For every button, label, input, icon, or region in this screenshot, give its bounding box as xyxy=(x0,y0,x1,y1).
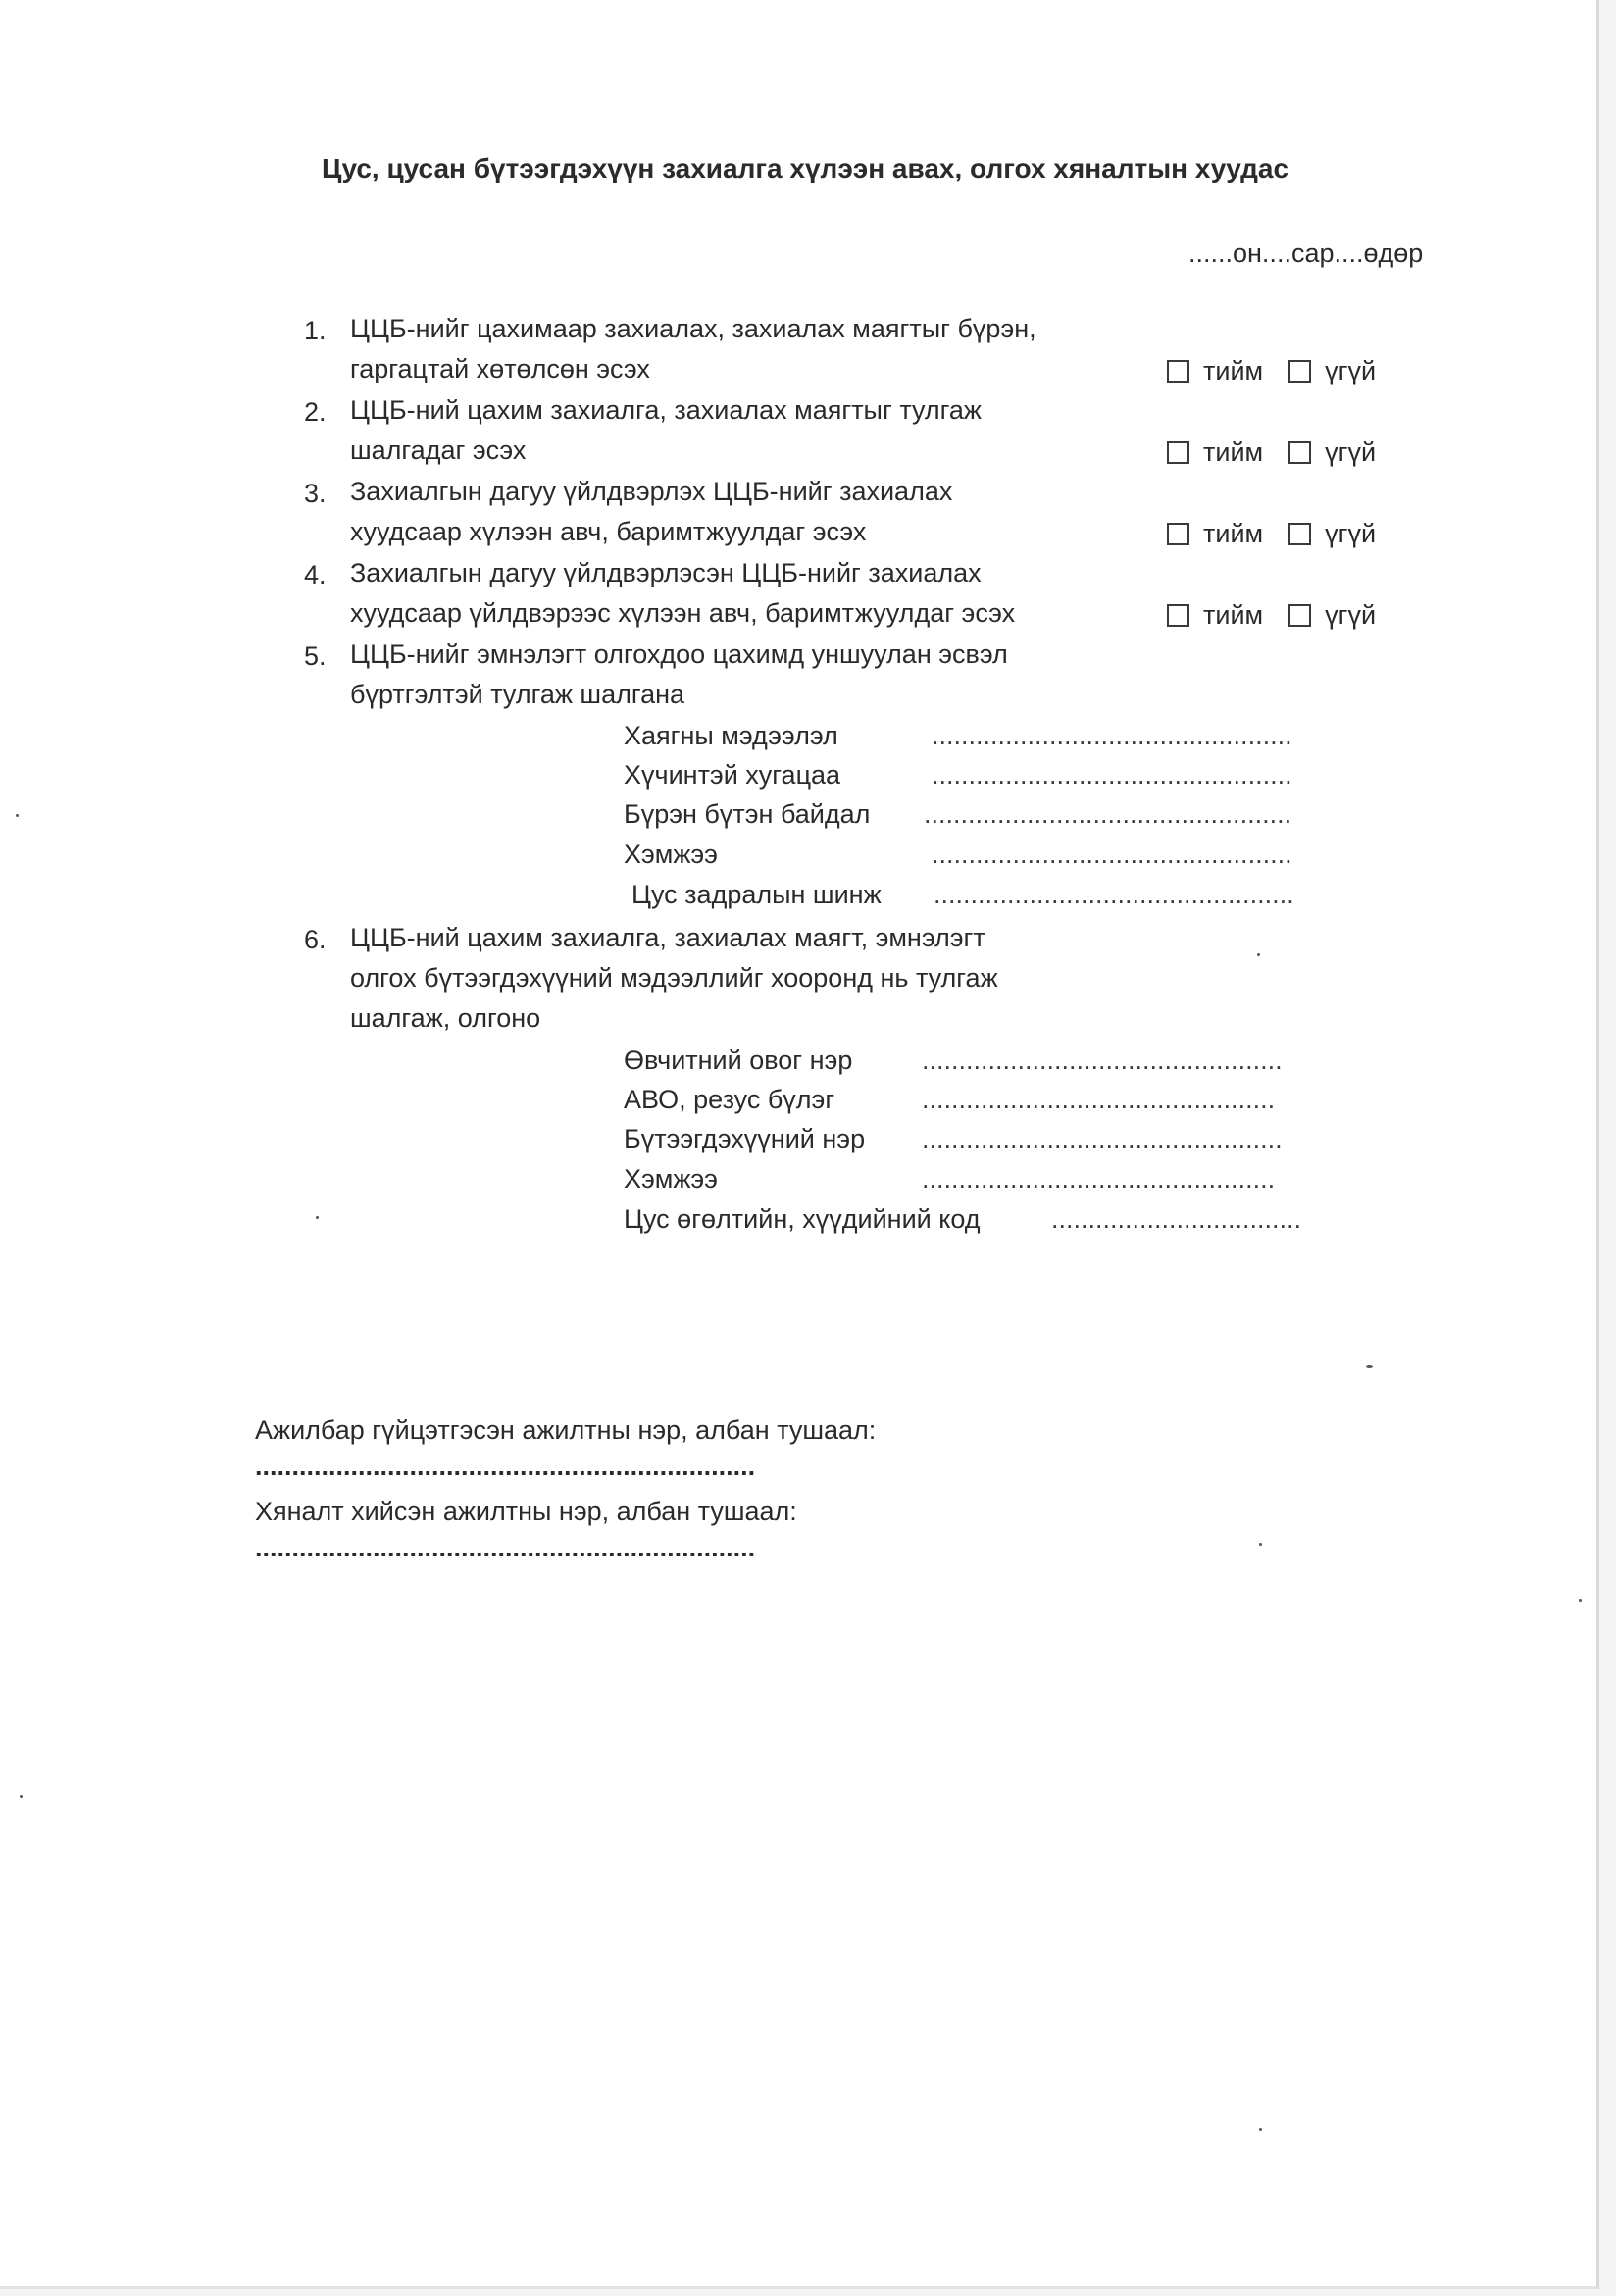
scan-speck xyxy=(1366,1365,1373,1368)
no-checkbox[interactable] xyxy=(1288,523,1311,545)
item-text-line: хуудсаар үйлдвэрээс хүлээн авч, баримтжуулдаг эсэх xyxy=(350,598,1016,628)
yes-label: тийм xyxy=(1203,437,1264,467)
fill-in-dots[interactable]: ................................................. xyxy=(922,1046,1283,1075)
field-label: Цус задралын шинж xyxy=(631,880,882,909)
fill-in-dots[interactable]: .................................. xyxy=(1051,1204,1302,1234)
scan-speck xyxy=(16,814,19,817)
form-title: Цус, цусан бүтээгдэхүүн захиалга хүлээн авах, олгох хяналтын хуудас xyxy=(322,153,1289,183)
yes-label: тийм xyxy=(1203,600,1264,630)
yes-no-checkboxes xyxy=(1167,356,1376,386)
scan-speck xyxy=(20,1795,23,1798)
performer-fill-in[interactable]: .................................................................... xyxy=(255,1452,756,1481)
yes-label: тийм xyxy=(1203,356,1264,385)
field-label: Өвчитний овог нэр xyxy=(624,1046,853,1075)
field-label: Бүрэн бүтэн байдал xyxy=(624,799,871,829)
item-text-line: гаргацтай хөтөлсөн эсэх xyxy=(350,354,650,383)
controller-fill-in[interactable]: .................................................................... xyxy=(255,1533,756,1562)
item-number: 6. xyxy=(304,925,327,954)
item-text-line: бүртгэлтэй тулгаж шалгана xyxy=(350,680,685,709)
item-text-line: ЦЦБ-ний цахим захиалга, захиалах маягт, эмнэлэгт xyxy=(350,923,985,952)
fill-in-dots[interactable]: ................................................. xyxy=(932,760,1292,790)
field-label: Цус өгөлтийн, хүүдийний код xyxy=(624,1204,981,1234)
fill-in-dots[interactable]: ................................................. xyxy=(934,880,1294,909)
item-number: 2. xyxy=(304,397,327,427)
item-text-line: Захиалгын дагуу үйлдвэрлэх ЦЦБ-нийг захиалах xyxy=(350,477,953,506)
item-text-line: ЦЦБ-нийг цахимаар захиалах, захиалах маягтыг бүрэн, xyxy=(350,314,1036,343)
fill-in-dots[interactable]: ................................................. xyxy=(932,840,1292,869)
item-text-line: хуудсаар хүлээн авч, баримтжуулдаг эсэх xyxy=(350,517,867,546)
field-label: АВО, резус бүлэг xyxy=(624,1085,835,1114)
scan-speck xyxy=(1259,2128,1262,2131)
controller-label: Хяналт хийсэн ажилтны нэр, албан тушаал: xyxy=(255,1497,797,1526)
item-number: 1. xyxy=(304,316,327,345)
no-label: үгүй xyxy=(1325,519,1377,548)
yes-no-checkboxes xyxy=(1167,437,1376,468)
yes-label: тийм xyxy=(1203,519,1264,548)
field-label: Хаягны мэдээлэл xyxy=(624,721,838,750)
yes-checkbox[interactable] xyxy=(1167,523,1189,545)
no-checkbox[interactable] xyxy=(1288,360,1311,383)
no-checkbox[interactable] xyxy=(1288,441,1311,464)
item-text-line: Захиалгын дагуу үйлдвэрлэсэн ЦЦБ-нийг захиалах xyxy=(350,558,982,587)
item-text-line: ЦЦБ-ний цахим захиалга, захиалах маягтыг тулгаж xyxy=(350,395,982,425)
fill-in-dots[interactable]: ................................................. xyxy=(922,1124,1283,1153)
scan-speck xyxy=(1257,953,1260,956)
item-number: 4. xyxy=(304,560,327,589)
item-text-line: олгох бүтээгдэхүүний мэдээллийг хооронд нь тулгаж xyxy=(350,963,998,993)
field-label: Хүчинтэй хугацаа xyxy=(624,760,841,790)
fill-in-dots[interactable]: .................................................. xyxy=(924,799,1292,829)
no-label: үгүй xyxy=(1325,437,1377,467)
item-text-line: шалгадаг эсэх xyxy=(350,435,527,465)
yes-checkbox[interactable] xyxy=(1167,604,1189,627)
no-checkbox[interactable] xyxy=(1288,604,1311,627)
fill-in-dots[interactable]: ................................................ xyxy=(922,1085,1276,1114)
item-text-line: шалгаж, олгоно xyxy=(350,1003,541,1033)
scan-speck xyxy=(316,1216,319,1219)
yes-checkbox[interactable] xyxy=(1167,441,1189,464)
item-number: 5. xyxy=(304,641,327,671)
performer-label: Ажилбар гүйцэтгэсэн ажилтны нэр, албан тушаал: xyxy=(255,1415,877,1445)
item-number: 3. xyxy=(304,479,327,508)
no-label: үгүй xyxy=(1325,356,1377,385)
item-text-line: ЦЦБ-нийг эмнэлэгт олгохдоо цахимд уншуулан эсвэл xyxy=(350,639,1008,669)
scan-speck xyxy=(1579,1599,1582,1602)
scan-speck xyxy=(1259,1543,1262,1546)
fill-in-dots[interactable]: ................................................. xyxy=(932,721,1292,750)
date-line: ......он....сар....өдөр xyxy=(1188,238,1424,268)
field-label: Хэмжээ xyxy=(624,1164,718,1194)
yes-no-checkboxes xyxy=(1167,519,1376,549)
yes-no-checkboxes xyxy=(1167,600,1376,631)
field-label: Хэмжээ xyxy=(624,840,718,869)
yes-checkbox[interactable] xyxy=(1167,360,1189,383)
fill-in-dots[interactable]: ................................................ xyxy=(922,1164,1276,1194)
no-label: үгүй xyxy=(1325,600,1377,630)
field-label: Бүтээгдэхүүний нэр xyxy=(624,1124,866,1153)
